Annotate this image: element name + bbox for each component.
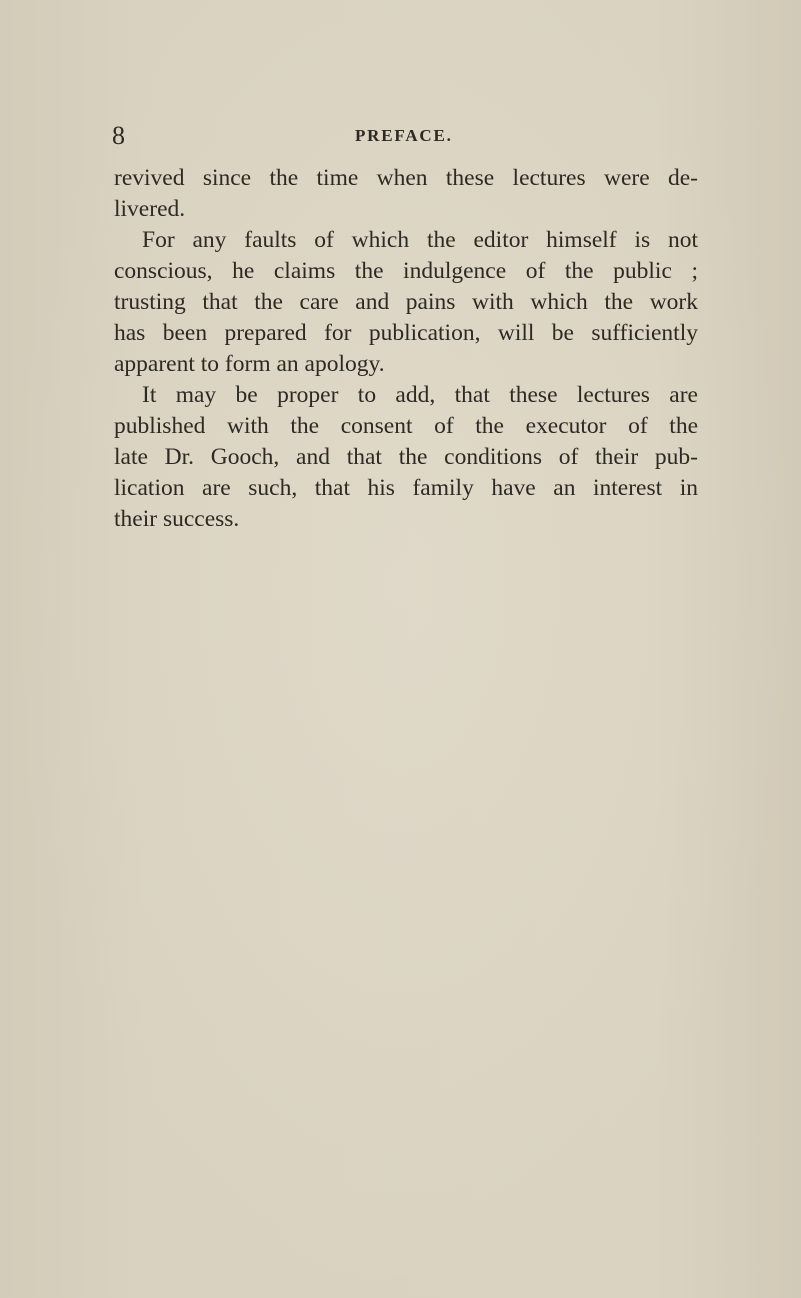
text-line: late Dr. Gooch, and that the conditions of their pub- (114, 444, 698, 470)
running-title: PREFACE. (355, 126, 453, 145)
text-line: revived since the time when these lectures were de- (114, 165, 698, 191)
text-line: It may be proper to add, that these lectures are (142, 382, 698, 408)
text-line: published with the consent of the executor of the (114, 413, 698, 439)
text-line: livered. (114, 196, 186, 222)
text-line: lication are such, that his family have an interest in (114, 475, 698, 501)
body-text (114, 163, 698, 535)
running-head (112, 120, 692, 152)
text-line: conscious, he claims the indulgence of the public ; (114, 258, 698, 284)
text-line: their success. (114, 506, 240, 532)
text-line: apparent to form an apology. (114, 351, 385, 377)
text-line: has been prepared for publication, will be sufficiently (114, 320, 698, 346)
text-line: trusting that the care and pains with which the work (114, 289, 698, 315)
page-number: 8 (112, 121, 125, 150)
text-line: For any faults of which the editor himself is not (142, 227, 698, 253)
